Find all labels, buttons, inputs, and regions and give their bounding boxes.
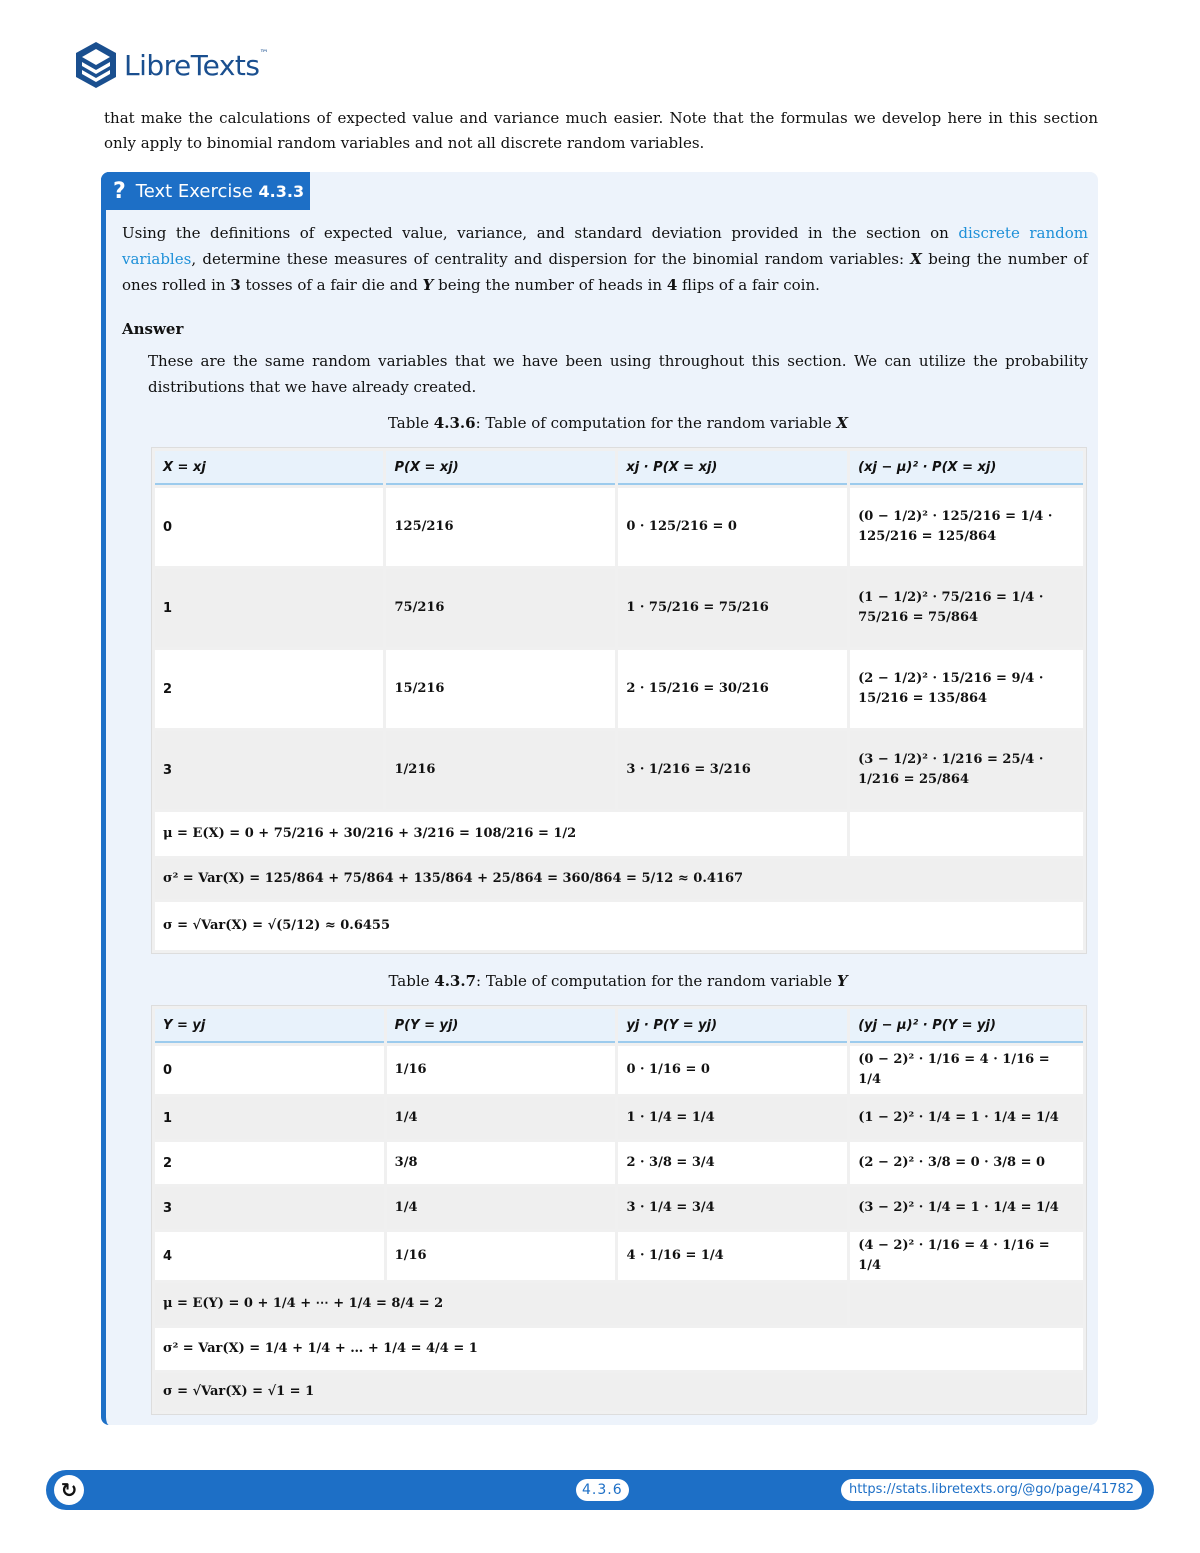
logo-text: LibreTexts™ <box>124 48 268 82</box>
table-x <box>151 447 1087 954</box>
question-icon: ? <box>113 178 126 204</box>
mean-row <box>155 1283 1083 1325</box>
table-cell: (2 − 1/2)² · 15/216 = 9/4 · 15/216 = 135/864 <box>850 650 1083 728</box>
table-cell: 1 <box>155 569 383 647</box>
table-header-cell: (xj − μ)² · P(X = xj) <box>850 451 1083 485</box>
table-row <box>155 569 1083 647</box>
sd-formula: σ = √Var(X) = √(5/12) ≈ 0.6455 <box>155 902 1083 950</box>
table-cell: 4 · 1/16 = 1/4 <box>618 1232 847 1280</box>
table-cell: 2 · 15/216 = 30/216 <box>618 650 847 728</box>
exercise-title: ? Text Exercise 4.3.3 <box>101 172 310 210</box>
table-cell: 3 · 1/216 = 3/216 <box>618 731 847 809</box>
table-cell: 2 <box>155 1142 384 1184</box>
sd-row <box>155 1373 1083 1411</box>
table-x-caption: Table 4.3.6: Table of computation for the random variable X <box>387 414 849 432</box>
table-cell: 0 · 1/16 = 0 <box>618 1046 847 1094</box>
table-cell: 1/216 <box>386 731 615 809</box>
table-cell: 1 <box>155 1097 384 1139</box>
exercise-box <box>101 172 1098 1425</box>
table-header-cell: X = xj <box>155 451 383 485</box>
table-y-caption: Table 4.3.7: Table of computation for the random variable Y <box>388 972 848 990</box>
table-cell: 1/16 <box>387 1232 616 1280</box>
answer-heading[interactable]: Answer <box>122 320 184 338</box>
variance-formula: σ² = Var(X) = 125/864 + 75/864 + 135/864 + 25/864 = 360/864 = 5/12 ≈ 0.4167 <box>155 859 1083 899</box>
table-header-cell: P(Y = yj) <box>387 1009 616 1043</box>
libretexts-logo-icon <box>74 40 118 90</box>
table-cell: (1 − 1/2)² · 75/216 = 1/4 · 75/216 = 75/864 <box>850 569 1083 647</box>
table-row <box>155 1232 1083 1280</box>
table-cell: 1 · 75/216 = 75/216 <box>618 569 847 647</box>
table-cell: 2 · 3/8 = 3/4 <box>618 1142 847 1184</box>
table-cell: 15/216 <box>386 650 615 728</box>
empty-cell <box>850 1283 1083 1325</box>
table-cell: 125/216 <box>386 488 615 566</box>
empty-cell <box>850 812 1083 856</box>
table-row <box>155 488 1083 566</box>
sd-row <box>155 902 1083 950</box>
table-cell: (0 − 1/2)² · 125/216 = 1/4 · 125/216 = 125/864 <box>850 488 1083 566</box>
sd-formula: σ = √Var(X) = √1 = 1 <box>155 1373 1083 1411</box>
table-cell: (0 − 2)² · 1/16 = 4 · 1/16 = 1/4 <box>850 1046 1083 1094</box>
mean-formula: μ = E(Y) = 0 + 1/4 + ⋯ + 1/4 = 8/4 = 2 <box>155 1283 847 1325</box>
table-cell: 4 <box>155 1232 384 1280</box>
table-header-cell: (yj − μ)² · P(Y = yj) <box>850 1009 1083 1043</box>
table-row <box>155 731 1083 809</box>
table-row <box>155 1097 1083 1139</box>
mean-formula: μ = E(X) = 0 + 75/216 + 30/216 + 3/216 = 108/216 = 1/2 <box>155 812 847 856</box>
variance-formula: σ² = Var(X) = 1/4 + 1/4 + … + 1/4 = 4/4 = 1 <box>155 1328 1083 1370</box>
table-cell: 1/16 <box>387 1046 616 1094</box>
table-header-cell: yj · P(Y = yj) <box>618 1009 847 1043</box>
table-cell: (3 − 2)² · 1/4 = 1 · 1/4 = 1/4 <box>850 1187 1083 1229</box>
table-header-row <box>155 451 1083 485</box>
table-cell: (2 − 2)² · 3/8 = 0 · 3/8 = 0 <box>850 1142 1083 1184</box>
table-y <box>151 1005 1087 1415</box>
table-cell: 3 · 1/4 = 3/4 <box>618 1187 847 1229</box>
table-cell: 3 <box>155 1187 384 1229</box>
table-cell: 2 <box>155 650 383 728</box>
table-row <box>155 650 1083 728</box>
table-cell: 1/4 <box>387 1187 616 1229</box>
cc-icon[interactable]: ↻ <box>54 1475 84 1505</box>
table-cell: 3 <box>155 731 383 809</box>
table-row <box>155 1187 1083 1229</box>
exercise-text: Using the definitions of expected value, variance, and standard deviation provided in the section on discrete random variables, determine these measures of centrality and dispersion for the binomial random variables: X being the number of ones rolled in 3 tosses of a fair die and Y being the number of heads in 4 flips of a fair coin. <box>122 224 1088 294</box>
discrete-random-variables-link[interactable]: discrete random variables <box>122 224 1088 268</box>
mean-row <box>155 812 1083 856</box>
table-cell: 0 · 125/216 = 0 <box>618 488 847 566</box>
table-header-cell: P(X = xj) <box>386 451 615 485</box>
table-header-row <box>155 1009 1083 1043</box>
page-url-link[interactable]: https://stats.libretexts.org/@go/page/41782 <box>841 1479 1142 1501</box>
page-footer <box>46 1470 1154 1510</box>
table-row <box>155 1046 1083 1094</box>
intro-paragraph: that make the calculations of expected value and variance much easier. Note that the formulas we develop here in this section only apply to binomial random variables and not all discrete random variables. <box>104 109 1098 152</box>
libretexts-logo[interactable] <box>74 40 268 90</box>
table-cell: (4 − 2)² · 1/16 = 4 · 1/16 = 1/4 <box>850 1232 1083 1280</box>
variance-row <box>155 859 1083 899</box>
table-cell: 1/4 <box>387 1097 616 1139</box>
table-cell: 3/8 <box>387 1142 616 1184</box>
table-cell: 0 <box>155 1046 384 1094</box>
answer-text: These are the same random variables that we have been using throughout this section. We can utilize the probability distributions that we have already created. <box>148 352 1088 396</box>
table-cell: 75/216 <box>386 569 615 647</box>
table-header-cell: xj · P(X = xj) <box>618 451 847 485</box>
table-cell: 1 · 1/4 = 1/4 <box>618 1097 847 1139</box>
page-number: 4.3.6 <box>576 1479 629 1501</box>
variance-row <box>155 1328 1083 1370</box>
table-row <box>155 1142 1083 1184</box>
table-cell: 0 <box>155 488 383 566</box>
table-cell: (3 − 1/2)² · 1/216 = 25/4 · 1/216 = 25/864 <box>850 731 1083 809</box>
table-cell: (1 − 2)² · 1/4 = 1 · 1/4 = 1/4 <box>850 1097 1083 1139</box>
table-header-cell: Y = yj <box>155 1009 384 1043</box>
